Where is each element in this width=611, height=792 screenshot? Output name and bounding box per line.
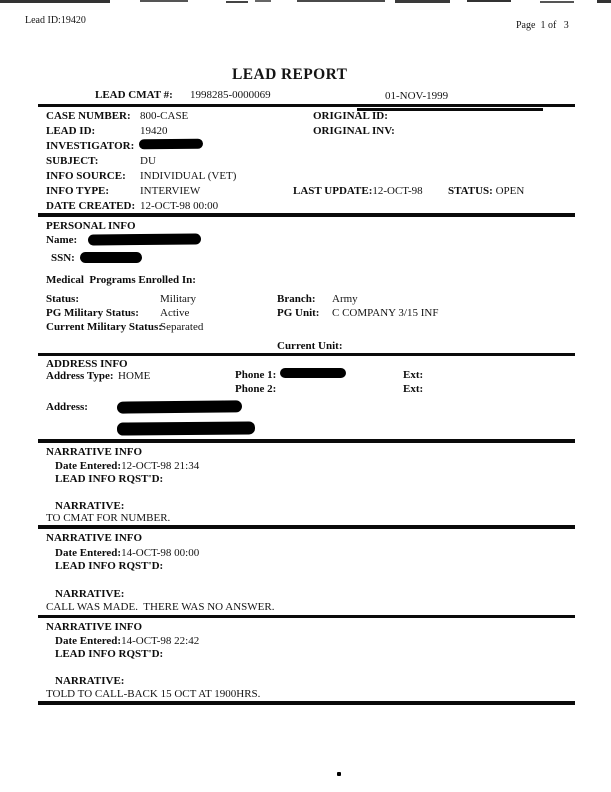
case-number-label: CASE NUMBER: (46, 110, 131, 122)
scan-artifact (540, 1, 574, 3)
narrative-info-title: NARRATIVE INFO (46, 446, 143, 458)
lead-id-header: Lead ID:19420 (25, 15, 86, 26)
address-label: Address: (46, 401, 88, 413)
address-type-label: Address Type: (46, 370, 114, 382)
pg-unit-value: C COMPANY 3/15 INF (332, 307, 439, 319)
investigator-label: INVESTIGATOR: (46, 140, 135, 152)
status-label: STATUS: (448, 185, 493, 197)
original-inv-label: ORIGINAL INV: (313, 125, 395, 137)
narrative-label: NARRATIVE: (55, 588, 125, 600)
divider-header (38, 104, 575, 107)
info-source-value: INDIVIDUAL (VET) (140, 170, 237, 182)
date-entered-value: 12-OCT-98 21:34 (121, 460, 200, 472)
narrative-text: TO CMAT FOR NUMBER. (46, 512, 171, 524)
date-entered-field (55, 548, 199, 559)
cmat-value: 1998285-0000069 (190, 89, 271, 101)
date-entered-label: Date Entered: (55, 635, 122, 647)
ssn-label: SSN: (51, 252, 75, 264)
narrative-info-title: NARRATIVE INFO (46, 621, 143, 633)
date-created-value: 12-OCT-98 00:00 (140, 200, 219, 212)
medical-programs-label: Medical Programs Enrolled In: (46, 274, 196, 286)
last-update-label: LAST UPDATE: (293, 185, 373, 197)
scan-artifact (226, 1, 248, 3)
divider-narrative-3 (38, 701, 575, 705)
scan-artifact (140, 0, 188, 2)
personal-info-title: PERSONAL INFO (46, 220, 136, 232)
date-entered-label: Date Entered: (55, 460, 122, 472)
divider-address-info (38, 439, 575, 443)
date-entered-field (55, 636, 199, 647)
current-military-status-label: Current Military Status: (46, 321, 162, 333)
scan-artifact (297, 0, 385, 2)
scan-artifact (255, 0, 271, 2)
divider-narrative-1 (38, 525, 575, 529)
subject-label: SUBJECT: (46, 155, 99, 167)
ssn-redaction (80, 252, 142, 263)
last-update-value: 12-OCT-98 (372, 185, 423, 197)
info-type-label: INFO TYPE: (46, 185, 110, 197)
narrative-label: NARRATIVE: (55, 675, 125, 687)
lead-info-rqstd-label: LEAD INFO RQST'D: (55, 560, 164, 572)
divider-case-info (38, 213, 575, 217)
address-info-title: ADDRESS INFO (46, 358, 128, 370)
lead-id-label: LEAD ID: (46, 125, 96, 137)
divider-narrative-2 (38, 615, 575, 618)
scan-dot-artifact (337, 772, 341, 776)
ext2-label: Ext: (403, 383, 424, 395)
current-military-status-value: Separated (160, 321, 204, 333)
phone2-label: Phone 2: (235, 383, 277, 395)
date-entered-value: 14-OCT-98 00:00 (121, 547, 200, 559)
scan-artifact (467, 0, 511, 2)
pg-military-status-value: Active (160, 307, 190, 319)
date-entered-value: 14-OCT-98 22:42 (121, 635, 200, 647)
pg-military-status-label: PG Military Status: (46, 307, 139, 319)
subject-value: DU (140, 155, 156, 167)
cmat-label: LEAD CMAT #: (95, 89, 173, 101)
name-label: Name: (46, 234, 78, 246)
lead-info-rqstd-label: LEAD INFO RQST'D: (55, 648, 164, 660)
status-field (448, 186, 524, 197)
report-title: LEAD REPORT (232, 66, 348, 83)
date-entered-field (55, 461, 199, 472)
scan-artifact (0, 0, 110, 3)
date-created-label: DATE CREATED: (46, 200, 136, 212)
branch-value: Army (332, 293, 358, 305)
lead-info-rqstd-label: LEAD INFO RQST'D: (55, 473, 164, 485)
last-update-field (293, 186, 423, 197)
status-value: OPEN (495, 185, 525, 197)
info-source-label: INFO SOURCE: (46, 170, 126, 182)
name-redaction (88, 234, 201, 246)
branch-label: Branch: (277, 293, 316, 305)
military-status-value: Military (160, 293, 197, 305)
page-number: Page 1 of 3 (516, 20, 569, 31)
address-redaction-line1 (117, 400, 242, 413)
military-status-label: Status: (46, 293, 80, 305)
case-number-value: 800-CASE (140, 110, 189, 122)
report-date: 01-NOV-1999 (385, 90, 449, 102)
date-entered-label: Date Entered: (55, 547, 122, 559)
narrative-info-title: NARRATIVE INFO (46, 532, 143, 544)
scan-artifact (395, 0, 450, 3)
ext1-label: Ext: (403, 369, 424, 381)
divider-personal-info (38, 353, 575, 356)
current-unit-label: Current Unit: (277, 340, 343, 352)
phone1-redaction (280, 368, 346, 378)
original-id-label: ORIGINAL ID: (313, 110, 388, 122)
pg-unit-label: PG Unit: (277, 307, 320, 319)
address-type-value: HOME (118, 370, 151, 382)
narrative-text: CALL WAS MADE. THERE WAS NO ANSWER. (46, 601, 275, 613)
narrative-text: TOLD TO CALL-BACK 15 OCT AT 1900HRS. (46, 688, 261, 700)
investigator-redaction (139, 139, 203, 150)
narrative-label: NARRATIVE: (55, 500, 125, 512)
info-type-value: INTERVIEW (140, 185, 201, 197)
scan-artifact (597, 0, 611, 3)
address-redaction-line2 (117, 421, 255, 435)
phone1-label: Phone 1: (235, 369, 277, 381)
lead-id-value: 19420 (140, 125, 168, 137)
